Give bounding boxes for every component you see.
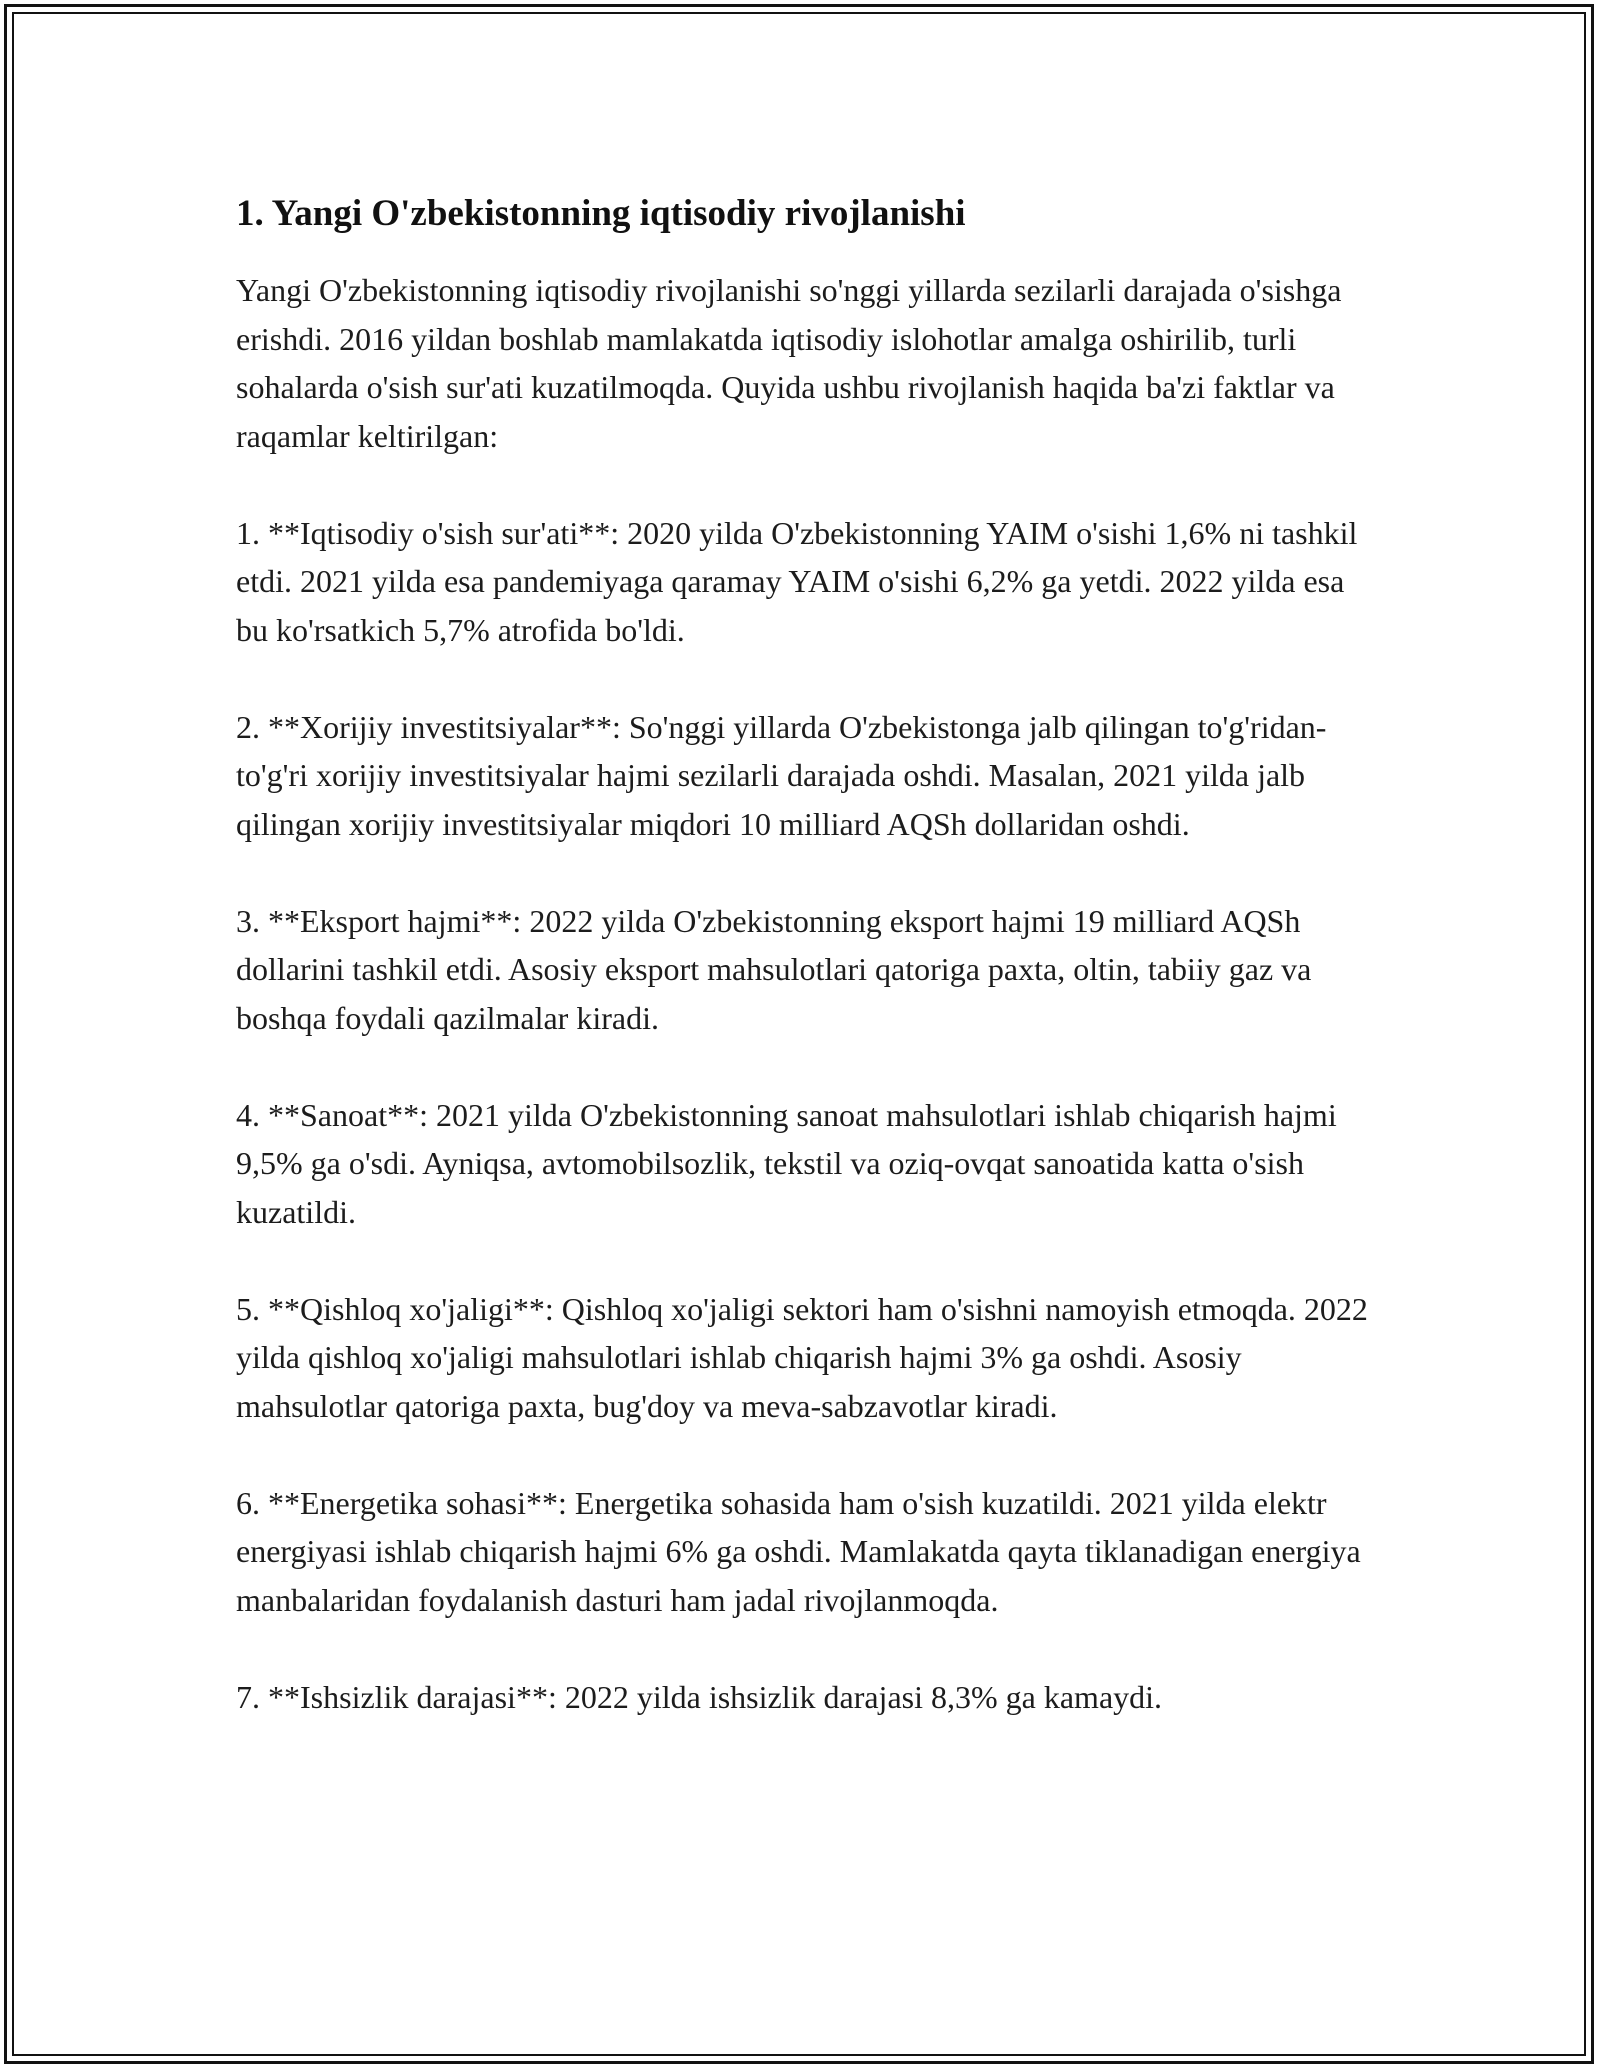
list-item-agriculture: 5. **Qishloq xo'jaligi**: Qishloq xo'jaligi sektori ham o'sishni namoyish etmoqda. 2022 yilda qishloq xo'jaligi mahsulotlari ishlab chiqarish hajmi 3% ga oshdi. Asosiy mahsulotlar qatoriga paxta, bug'doy va meva-sabzavotlar kiradi. [236,1290,1376,1424]
list-item-foreign-investment: 2. **Xorijiy investitsiyalar**: So'nggi yillarda O'zbekistonga jalb qilingan to'g'ridan-to'g'ri xorijiy investitsiyalar hajmi sezilarli darajada oshdi. Masalan, 2021 yilda jalb qilingan xorijiy investitsiyalar miqdori 10 milliard AQSh dollaridan oshdi. [236,708,1327,842]
list-item-industry: 4. **Sanoat**: 2021 yilda O'zbekistonning sanoat mahsulotlari ishlab chiqarish hajmi 9,5% ga o'sdi. Ayniqsa, avtomobilsozlik, tekstil va oziq-ovqat sanoatida katta o'sish kuzatildi. [236,1096,1345,1230]
intro-paragraph: Yangi O'zbekistonning iqtisodiy rivojlanishi so'nggi yillarda sezilarli darajada o'sishga erishdi. 2016 yildan boshlab mamlakatda iqtisodiy islohotlar amalga oshirilib, turli sohalarda o'sish sur'ati kuzatilmoqda. Quyida ushbu rivojlanish haqida ba'zi faktlar va raqamlar keltirilgan: [236,272,1350,454]
list-item-export-volume: 3. **Eksport hajmi**: 2022 yilda O'zbekistonning eksport hajmi 19 milliard AQSh dollarini tashkil etdi. Asosiy eksport mahsulotlari qatoriga paxta, oltin, tabiiy gaz va boshqa foydali qazilmalar kiradi. [236,902,1320,1036]
list-item-unemployment: 7. **Ishsizlik darajasi**: 2022 yilda ishsizlik darajasi 8,3% ga kamaydi. [236,1678,1163,1715]
section-heading: 1. Yangi O'zbekistonning iqtisodiy rivojlanishi [236,193,966,234]
document-body [236,190,1376,1721]
list-item-growth-rate: 1. **Iqtisodiy o'sish sur'ati**: 2020 yilda O'zbekistonning YAIM o'sishi 1,6% ni tashkil etdi. 2021 yilda esa pandemiyaga qaramay YAIM o'sishi 6,2% ga yetdi. 2022 yilda esa bu ko'rsatkich 5,7% atrofida bo'ldi. [236,514,1366,648]
list-item-energy: 6. **Energetika sohasi**: Energetika sohasida ham o'sish kuzatildi. 2021 yilda elektr energiyasi ishlab chiqarish hajmi 6% ga oshdi. Mamlakatda qayta tiklanadigan energiya manbalaridan foydalanish dasturi ham jadal rivojlanmoqda. [236,1484,1369,1618]
